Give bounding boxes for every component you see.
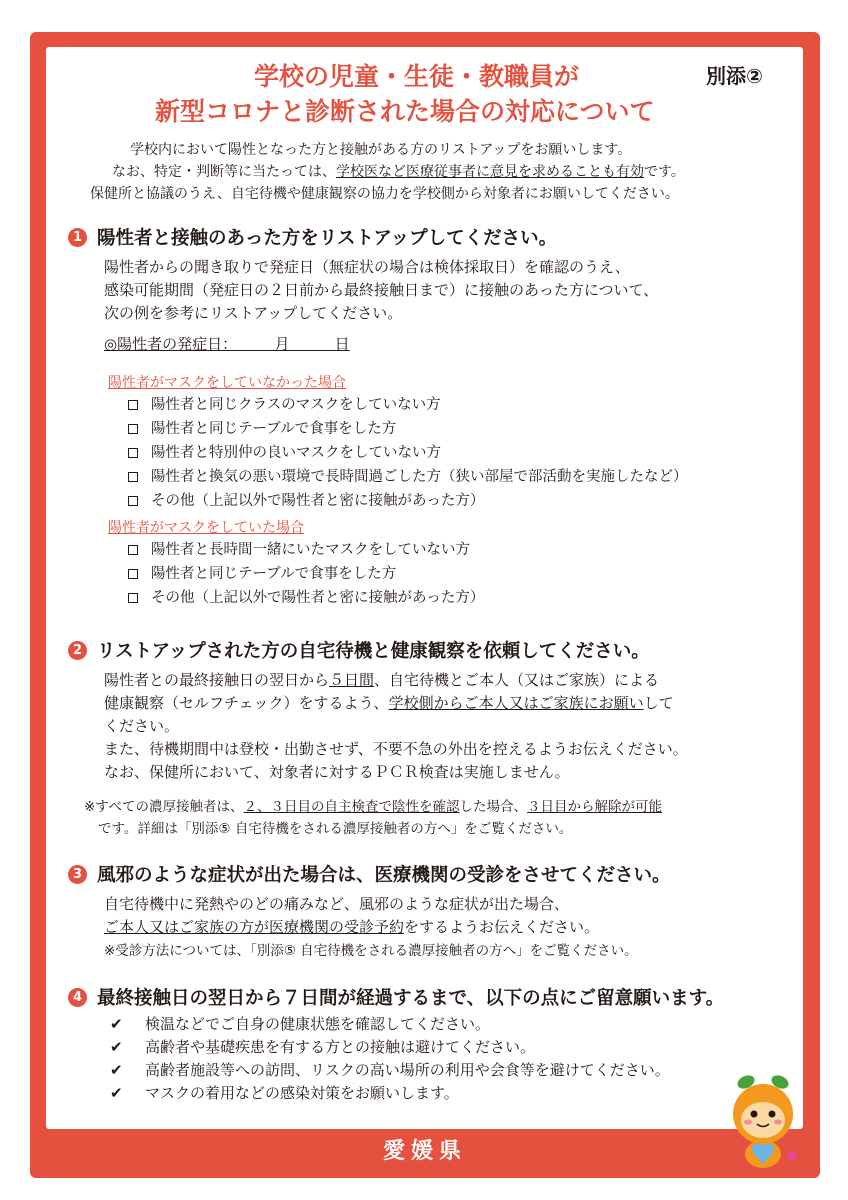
onset-date-field: ◎陽性者の発症日： 月 日	[104, 335, 350, 353]
s2-line-4: また、待機期間中は登校・出勤させず、不要不急の外出を控えるようお伝えください。	[104, 740, 688, 758]
check-icon: ✔	[110, 1061, 123, 1079]
checkbox-icon	[128, 593, 138, 603]
list-item: ✔ 高齢者や基礎疾患を有する方との接触は避けてください。	[110, 1036, 670, 1059]
number-4-icon: 4	[68, 988, 87, 1007]
no-mask-list	[128, 393, 688, 513]
s2-line-1: 陽性者との最終接触日の翌日から５日間、自宅待機とご本人（又はご家族）による	[104, 671, 660, 689]
list-item: ✔ 高齢者施設等への訪問、リスクの高い場所の利用や会食等を避けてください。	[110, 1059, 670, 1082]
list-item: その他（上記以外で陽性者と密に接触があった方）	[128, 586, 484, 610]
check-icon: ✔	[110, 1015, 123, 1033]
checkbox-icon	[128, 472, 138, 482]
list-item: その他（上記以外で陽性者と密に接触があった方）	[128, 489, 688, 513]
precautions-list	[110, 1013, 670, 1105]
mask-heading: 陽性者がマスクをしていた場合	[108, 520, 304, 536]
footer-org: 愛媛県	[382, 1139, 467, 1164]
number-2-icon: 2	[68, 641, 87, 660]
s3-line-1: 自宅待機中に発熱やのどの痛みなど、風邪のような症状が出た場合、	[104, 895, 570, 913]
s2-note-1: ※すべての濃厚接触者は、２、３日目の自主検査で陰性を確認した場合、３日目から解除が可能	[84, 799, 663, 815]
number-3-icon: 3	[68, 865, 87, 884]
checkbox-icon	[128, 424, 138, 434]
intro-line-2: なお、特定・判断等に当たっては、学校医など医療従事者に意見を求めることも有効です。	[112, 164, 685, 180]
list-item: 陽性者と同じテーブルで食事をした方	[128, 417, 688, 441]
list-item: 陽性者と長時間一緒にいたマスクをしていない方	[128, 538, 484, 562]
checkbox-icon	[128, 400, 138, 410]
section-1-heading: 1 陽性者と接触のあった方をリストアップしてください。	[68, 224, 557, 250]
mikyan-mascot-icon	[722, 1072, 804, 1172]
list-item: 陽性者と換気の悪い環境で長時間過ごした方（狭い部屋で部活動を実施したなど）	[128, 465, 688, 489]
s2-line-3: ください。	[104, 717, 180, 735]
s2-line-5: なお、保健所において、対象者に対するＰＣＲ検査は実施しません。	[104, 763, 570, 781]
appendix-label: 別添②	[706, 64, 763, 88]
list-item: 陽性者と同じクラスのマスクをしていない方	[128, 393, 688, 417]
title-line-1: 学校の児童・生徒・教職員が	[254, 62, 580, 91]
title-line-2: 新型コロナと診断された場合の対応について	[155, 97, 655, 126]
list-item: 陽性者と特別仲の良いマスクをしていない方	[128, 441, 688, 465]
intro-line-3: 保健所と協議のうえ、自宅待機や健康観察の協力を学校側から対象者にお願いしてください。	[90, 186, 679, 202]
check-icon: ✔	[110, 1038, 123, 1056]
s3-note: ※受診方法については、「別添⑤ 自宅待機をされる濃厚接触者の方へ」をご覧ください。	[104, 943, 638, 959]
list-item: ✔ 検温などでご自身の健康状態を確認してください。	[110, 1013, 670, 1036]
checkbox-icon	[128, 569, 138, 579]
s3-line-2: ご本人又はご家族の方が医療機関の受診予約をするようお伝えください。	[104, 918, 600, 936]
number-1-icon: 1	[68, 228, 87, 247]
s1-line-3: 次の例を参考にリストアップしてください。	[104, 304, 403, 322]
list-item: 陽性者と同じテーブルで食事をした方	[128, 562, 484, 586]
checkbox-icon	[128, 496, 138, 506]
check-icon: ✔	[110, 1084, 123, 1102]
section-4-heading: 4 最終接触日の翌日から７日間が経過するまで、以下の点にご留意願います。	[68, 984, 724, 1010]
no-mask-heading: 陽性者がマスクをしていなかった場合	[108, 375, 346, 391]
intro-line-1: 学校内において陽性となった方と接触がある方のリストアップをお願いします。	[130, 142, 632, 158]
s1-line-1: 陽性者からの聞き取りで発症日（無症状の場合は検体採取日）を確認のうえ、	[104, 258, 630, 276]
section-3-heading: 3 風邪のような症状が出た場合は、医療機関の受診をさせてください。	[68, 861, 671, 887]
s2-note-2: です。詳細は「別添⑤ 自宅待機をされる濃厚接触者の方へ」をご覧ください。	[98, 821, 573, 837]
mask-list	[128, 538, 484, 610]
s2-line-2: 健康観察（セルフチェック）をするよう、学校側からご本人又はご家族にお願いして	[104, 694, 674, 712]
list-item: ✔ マスクの着用などの感染対策をお願いします。	[110, 1082, 670, 1105]
checkbox-icon	[128, 448, 138, 458]
section-2-heading: 2 リストアップされた方の自宅待機と健康観察を依頼してください。	[68, 637, 650, 663]
checkbox-icon	[128, 545, 138, 555]
s1-line-2: 感染可能期間（発症日の２日前から最終接触日まで）に接触のあった方について、	[104, 281, 659, 299]
